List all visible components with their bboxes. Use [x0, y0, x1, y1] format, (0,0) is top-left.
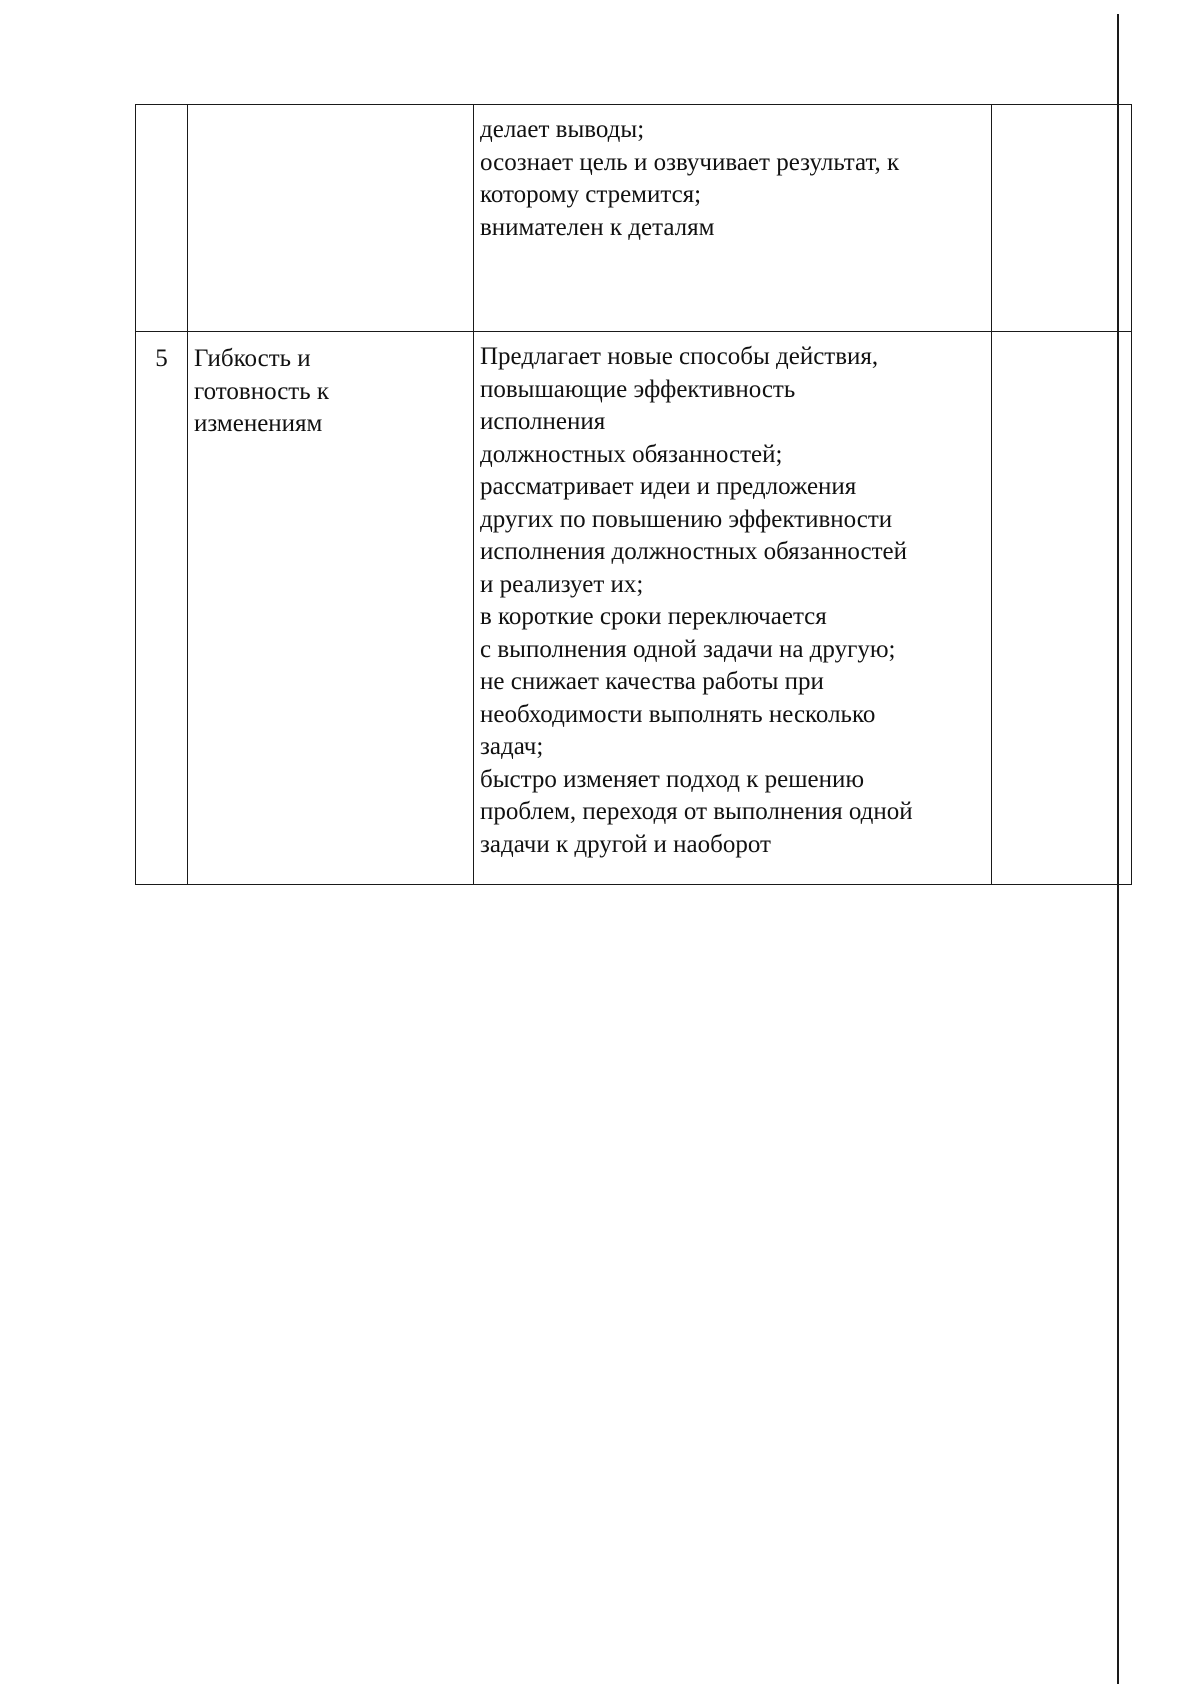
table-row-5	[136, 332, 1132, 885]
indicators-cell	[474, 332, 992, 885]
indicators-cell	[474, 105, 992, 332]
criterion-line: Гибкость и	[194, 345, 311, 372]
indicator-line: в короткие сроки переключается	[480, 603, 827, 630]
criterion-line: изменениям	[194, 410, 323, 437]
criteria-table	[135, 104, 1132, 885]
indicator-line: проблем, переходя от выполнения одной	[480, 798, 913, 825]
indicator-line: и реализует их;	[480, 570, 644, 598]
indicator-line: быстро изменяет подход к решению	[480, 765, 865, 793]
indicator-line: исполнения должностных обязанностей	[480, 538, 908, 565]
score-cell	[992, 105, 1132, 332]
criterion-cell	[188, 105, 474, 332]
row-number-cell	[136, 105, 188, 332]
score-cell	[992, 332, 1132, 885]
indicator-line: внимателен к деталям	[480, 213, 715, 241]
indicator-line: не снижает качества работы при	[480, 668, 824, 695]
criterion-cell	[188, 332, 474, 885]
indicator-line: задач;	[480, 733, 544, 760]
indicator-line: с выполнения одной задачи на другую;	[480, 635, 896, 663]
indicator-line: необходимости выполнять несколько	[480, 700, 876, 728]
indicator-line: исполнения	[480, 408, 606, 435]
criterion-line: готовность к	[194, 377, 330, 405]
table-row-continued	[136, 105, 1132, 332]
indicator-line: рассматривает идеи и предложения	[480, 473, 857, 500]
indicator-line: делает выводы;	[480, 116, 645, 143]
indicator-line: осознает цель и озвучивает результат, к	[480, 148, 900, 176]
indicator-line: задачи к другой и наоборот	[480, 830, 771, 858]
row-number-cell: 5	[136, 332, 188, 885]
indicator-line: Предлагает новые способы действия,	[480, 343, 879, 370]
indicator-line: которому стремится;	[480, 181, 702, 208]
indicator-line: повышающие эффективность	[480, 375, 796, 403]
indicator-line: должностных обязанностей;	[480, 440, 783, 468]
indicator-line: других по повышению эффективности	[480, 505, 893, 533]
